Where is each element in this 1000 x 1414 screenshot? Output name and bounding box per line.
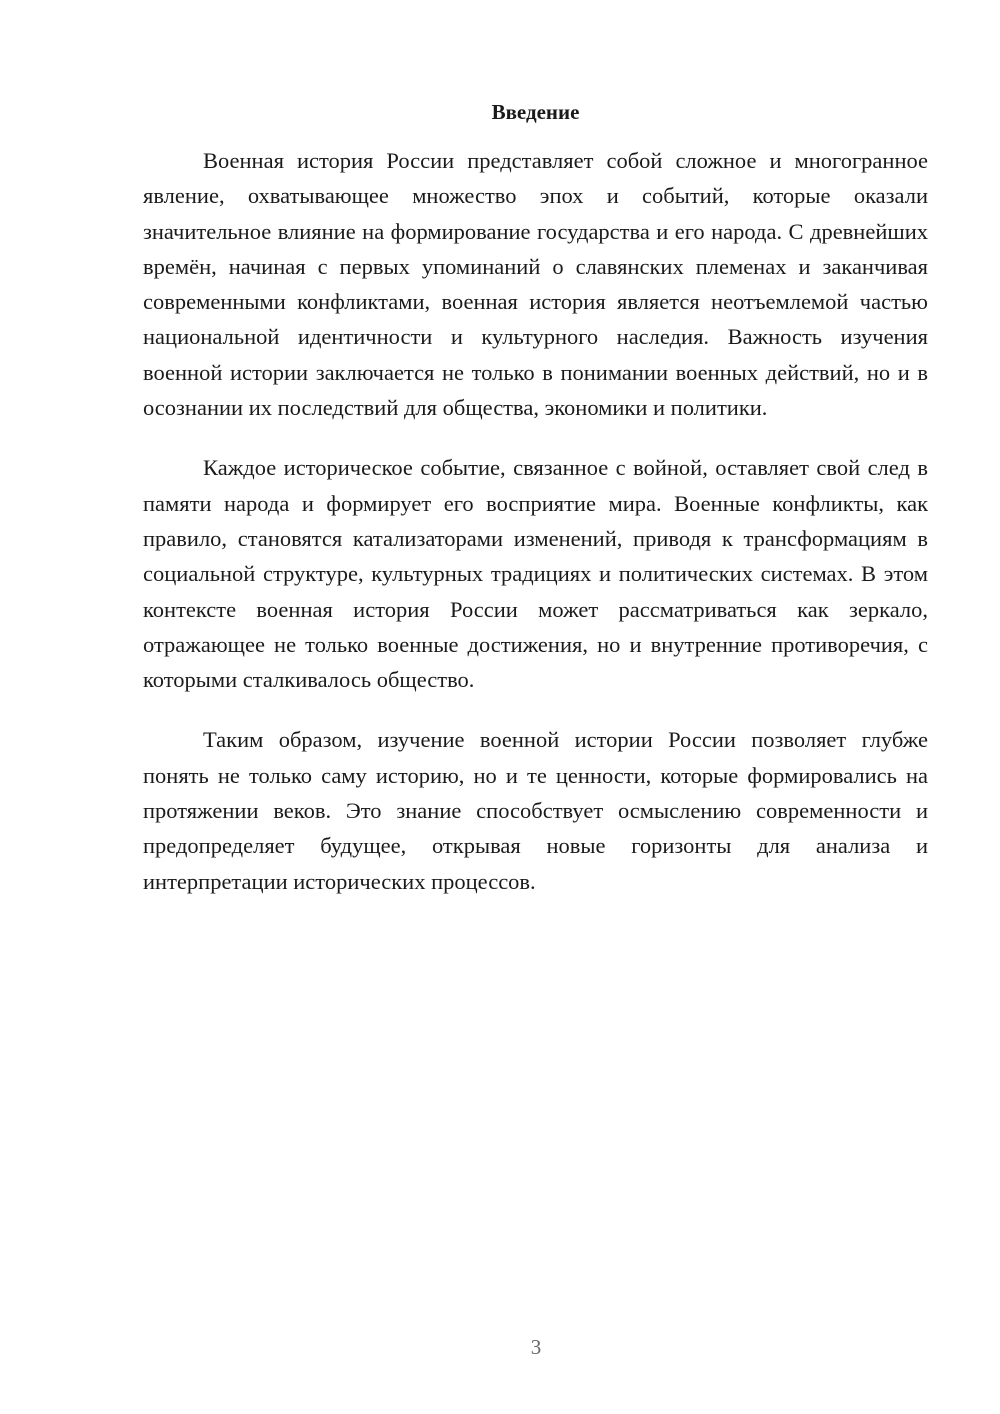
page-number: 3 (530, 1335, 542, 1359)
paragraph-3: Таким образом, изучение военной истории России позволяет глубже понять не только саму историю, но и те ценности, которые формировались на протяжении веков. Это знание способствует осмыслению современности и предопределяет будущее, открывая новые горизонты для анализа и интерпретации исторических процессов. (143, 727, 928, 894)
paragraph-1: Военная история России представляет собой сложное и многогранное явление, охватывающее множество эпох и событий, которые оказали значительное влияние на формирование государства и его народа. С древнейших времён, начиная с первых упоминаний о славянских племенах и заканчивая современными конфликтами, военная история является неотъемлемой частью национальной идентичности и культурного наследия. Важность изучения военной истории заключается не только в понимании военных действий, но и в осознании их последствий для общества, экономики и политики. (143, 148, 928, 421)
paragraph-2: Каждое историческое событие, связанное с войной, оставляет свой след в памяти народа и формирует его восприятие мира. Военные конфликты, как правило, становятся катализаторами изменений, приводя к трансформациям в социальной структуре, культурных традициях и политических системах. В этом контексте военная история России может рассматриваться как зеркало, отражающее не только военные достижения, но и внутренние противоречия, с которыми сталкивалось общество. (143, 455, 928, 693)
page-title: Введение (491, 100, 580, 124)
document-body (143, 143, 928, 924)
